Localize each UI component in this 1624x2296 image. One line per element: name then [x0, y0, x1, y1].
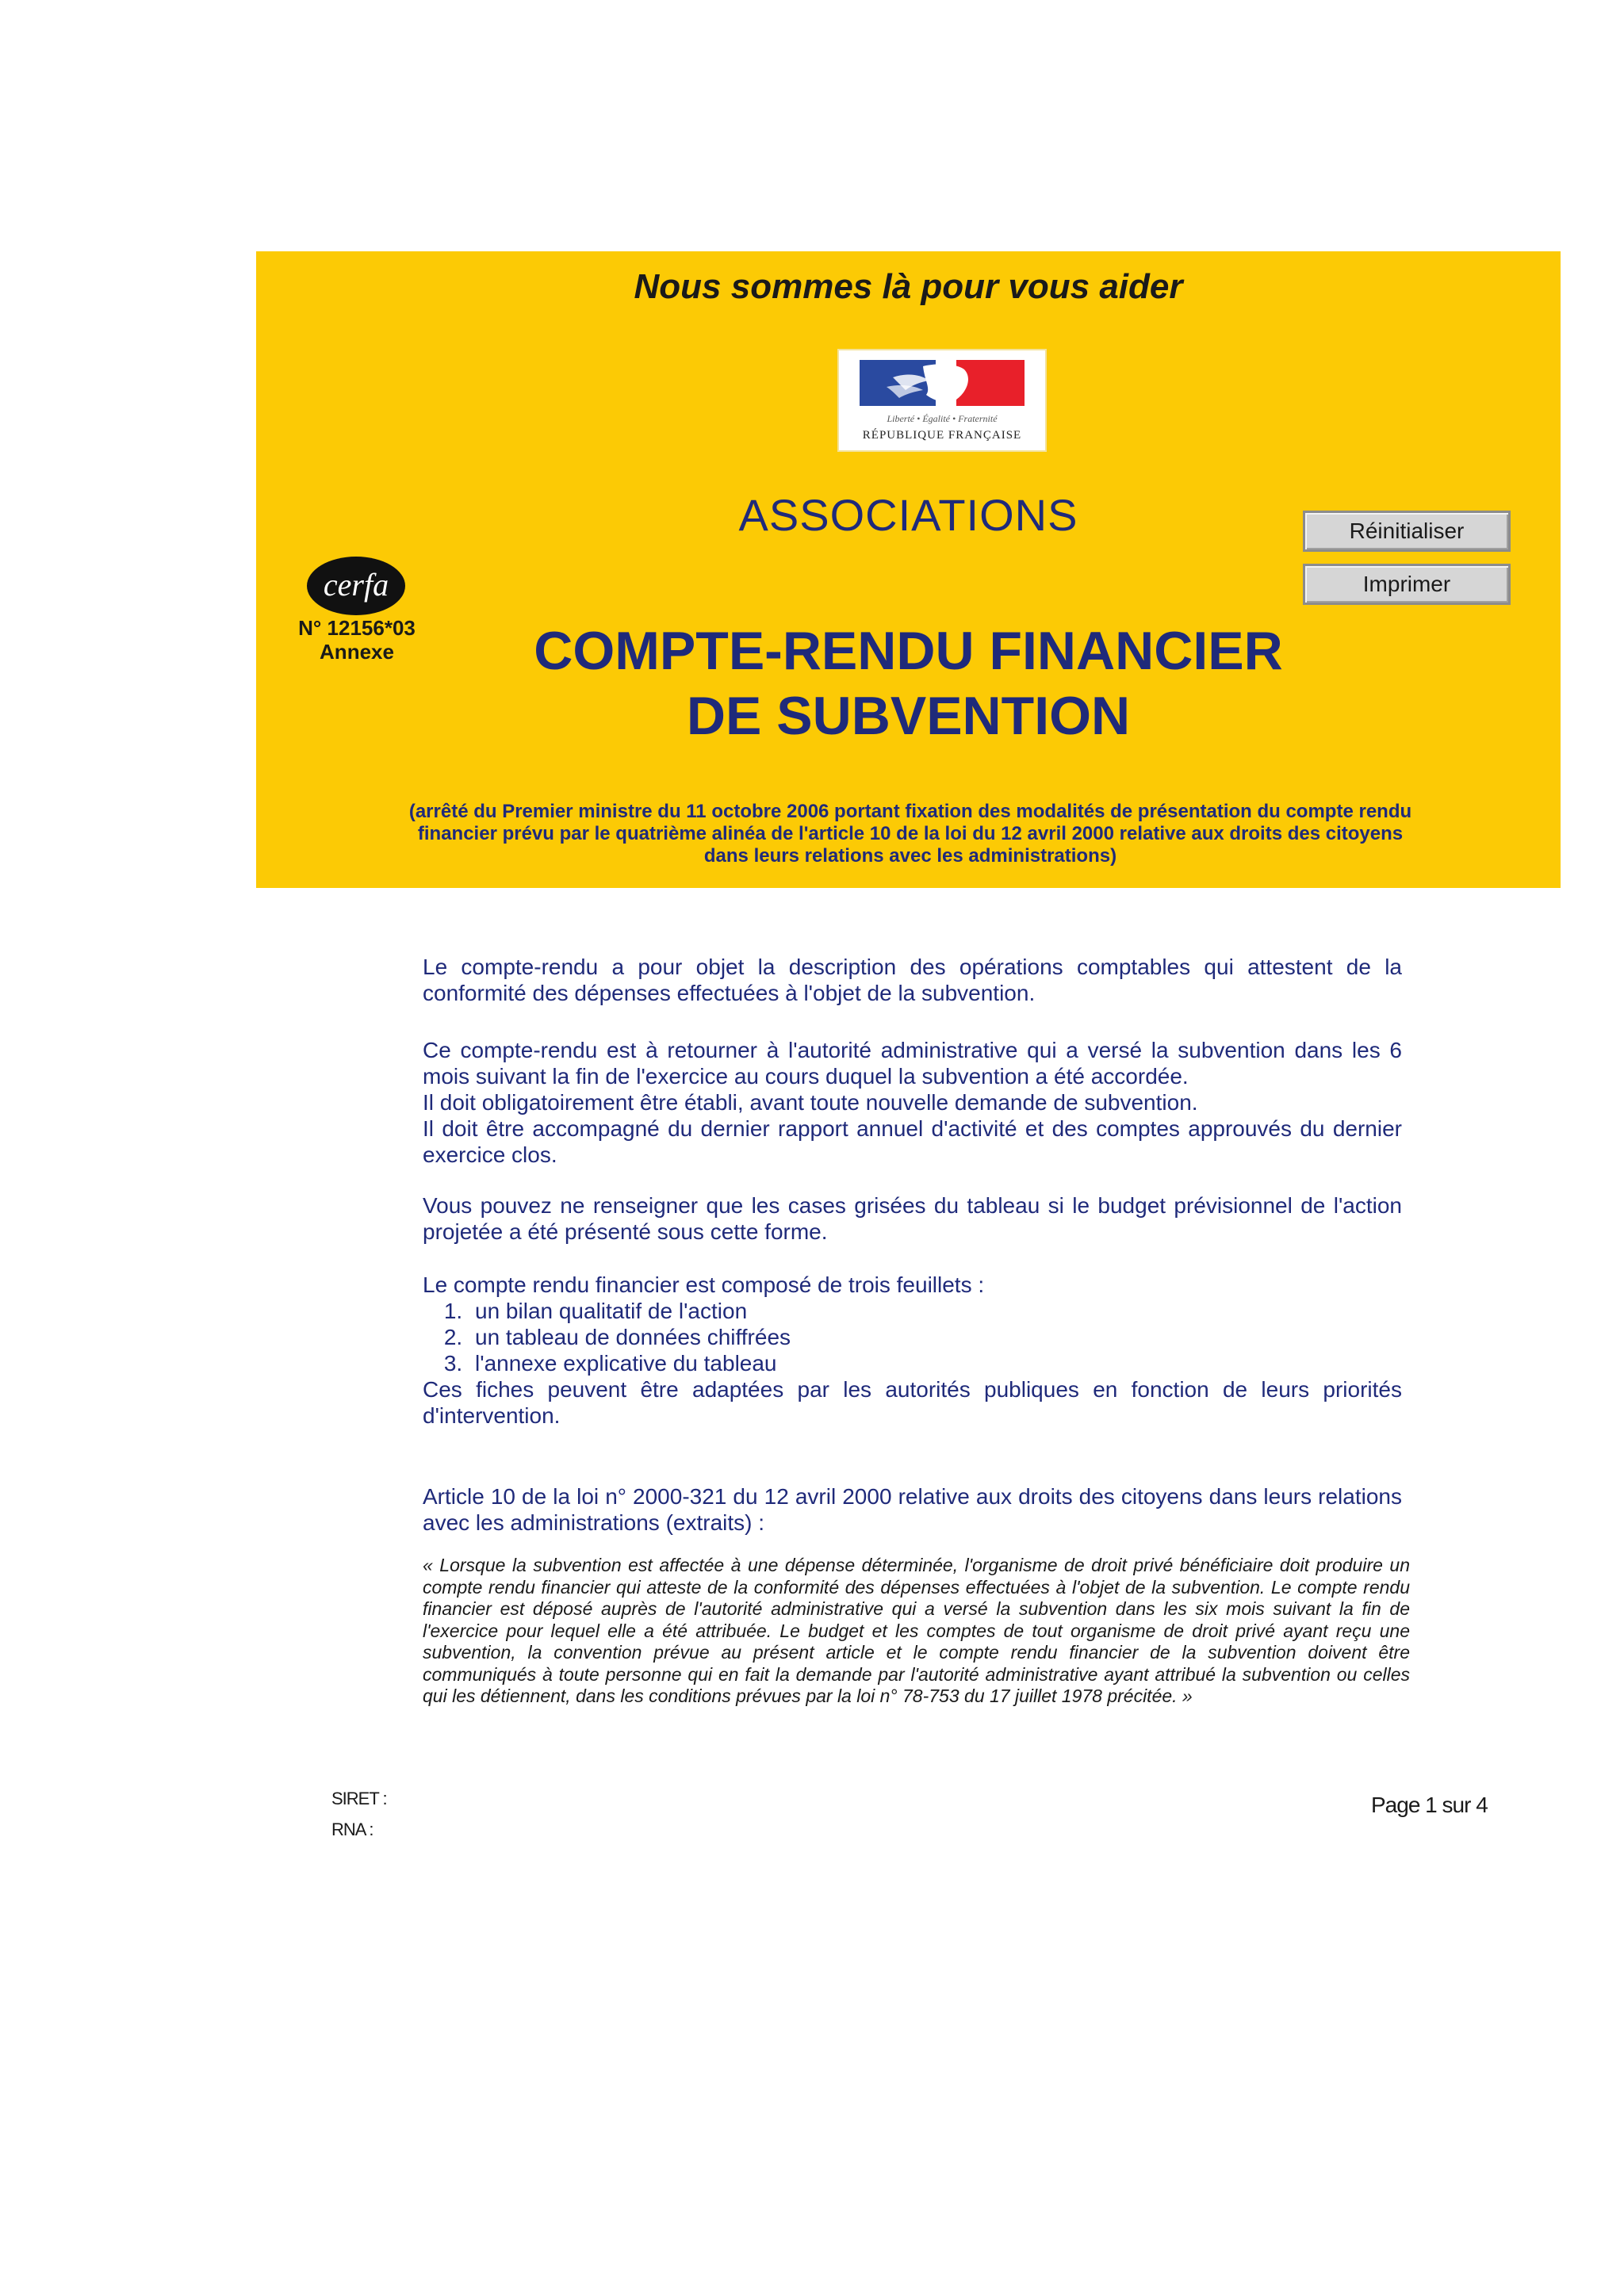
page-title [256, 618, 1561, 748]
intro-paragraph: Le compte-rendu a pour objet la description des opérations comptables qui attestent de la conformité des dépenses effectuées à l'objet de la subvention. [423, 955, 1402, 1005]
title-line-1: COMPTE-RENDU FINANCIER [534, 621, 1283, 681]
svg-text:cerfa: cerfa [323, 567, 389, 603]
composition-intro: Le compte rendu financier est composé de trois feuillets : [423, 1272, 985, 1297]
cerfa-logo [305, 555, 407, 617]
list-item: 1. un bilan qualitatif de l'action [469, 1298, 1402, 1324]
marianne-flag-icon [837, 349, 1047, 452]
decree-line-3: dans leurs relations avec les administrations) [703, 845, 1117, 867]
siret-label: SIRET : [331, 1789, 387, 1808]
page-number: Page 1 sur 4 [1371, 1793, 1488, 1817]
list-item: 3. l'annexe explicative du tableau [469, 1350, 1402, 1376]
cerfa-annex-label: Annexe [320, 640, 394, 664]
reset-button[interactable]: Réinitialiser [1303, 511, 1511, 552]
republique-francaise-logo [837, 349, 1047, 452]
header-banner [256, 251, 1561, 888]
decree-line-2: financier prévu par le quatrième alinéa de l'article 10 de la loi du 12 avril 2000 relative aux droits des citoyens [417, 823, 1404, 844]
title-line-2: DE SUBVENTION [686, 686, 1131, 746]
rna-label: RNA : [331, 1820, 373, 1839]
list-item: 2. un tableau de données chiffrées [469, 1324, 1402, 1350]
svg-text:RÉPUBLIQUE FRANÇAISE: RÉPUBLIQUE FRANÇAISE [862, 429, 1022, 442]
mandatory-text: Il doit obligatoirement être établi, avant toute nouvelle demande de subvention. [423, 1090, 1198, 1115]
decree-reference [395, 801, 1426, 867]
article-quote: « Lorsque la subvention est affectée à une dépense déterminée, l'organisme de droit privé bénéficiaire doit produire un compte rendu financier qui atteste de la conformité des dépenses effectuées à l'objet de la subvention. Le compte rendu financier est déposé auprès de l'autorité administrative qui a versé la subvention dans les six mois suivant la fin de l'exercice pour lequel elle a été attribuée. Le budget et les comptes de tout organisme de droit privé ayant reçu une subvention, la convention prévue au présent article et le compte rendu financier de la subvention doivent être communiqués à toute personne qui en fait la demande par l'autorité administrative ayant attribué la subvention ou celles qui les détiennent, dans les conditions prévues par la loi n° 78-753 du 17 juillet 1978 précitée. » [423, 1555, 1410, 1706]
decree-line-1: (arrêté du Premier ministre du 11 octobre 2006 portant fixation des modalités de présentation du compte rendu [408, 801, 1412, 822]
sheet-list [423, 1298, 1402, 1376]
return-instructions [423, 1037, 1402, 1168]
composition-paragraph [423, 1272, 1402, 1429]
return-deadline-text: Ce compte-rendu est à retourner à l'autorité administrative qui a versé la subvention dans les 6 mois suivant la fin de l'exercice au cours duquel la subvention a été accordée. [423, 1038, 1402, 1089]
svg-text:Liberté • Égalité • Fraternité: Liberté • Égalité • Fraternité [887, 413, 998, 424]
cerfa-number: N° 12156*03 [298, 616, 416, 640]
grey-cells-note: Vous pouvez ne renseigner que les cases grisées du tableau si le budget prévisionnel de l'action projetée a été présenté sous cette forme. [423, 1193, 1402, 1244]
composition-outro: Ces fiches peuvent être adaptées par les autorités publiques en fonction de leurs priorités d'intervention. [423, 1377, 1402, 1428]
form-category: ASSOCIATIONS [738, 490, 1078, 540]
article-heading: Article 10 de la loi n° 2000-321 du 12 avril 2000 relative aux droits des citoyens dans leurs relations avec les administrations (extraits) : [423, 1484, 1402, 1535]
print-button[interactable]: Imprimer [1303, 564, 1511, 605]
tagline: Nous sommes là pour vous aider [634, 267, 1183, 306]
attachments-text: Il doit être accompagné du dernier rapport annuel d'activité et des comptes approuvés du dernier exercice clos. [423, 1116, 1402, 1167]
